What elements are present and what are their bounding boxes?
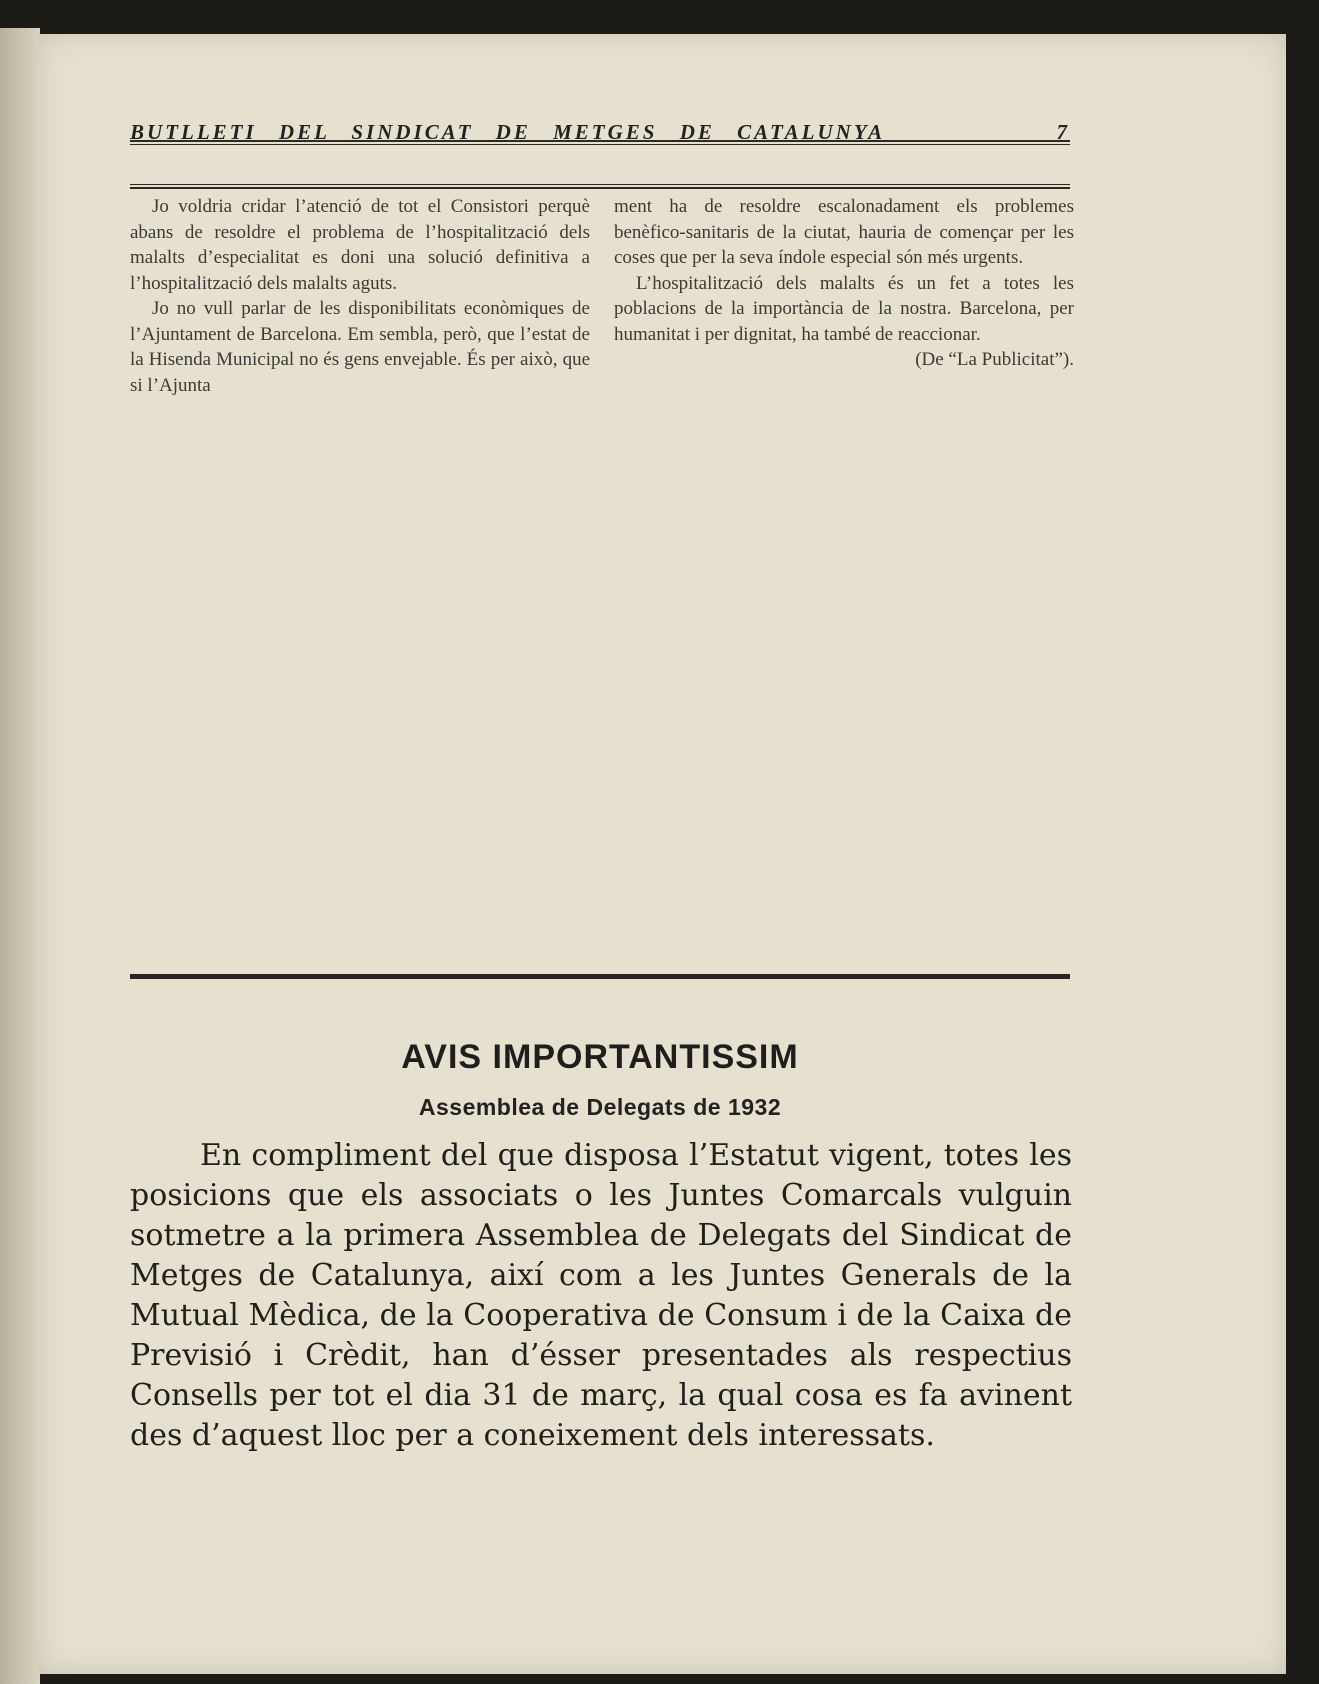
page-number: 7 <box>1056 120 1070 144</box>
page-edge <box>0 28 40 1684</box>
article-column-left <box>130 194 590 398</box>
article-paragraph: Jo no vull parlar de les disponibilitats econòmiques de l’Ajuntament de Barcelona. Em sembla, però, que l’estat de la Hisenda Municipal no és gens envejable. És per això, que si l’Ajunta <box>130 298 590 396</box>
header-bottom-rule <box>130 184 1070 191</box>
notice-title: AVIS IMPORTANTISSIM <box>401 1038 799 1076</box>
article-paragraph: ment ha de resoldre escalonadament els problemes benèfico-sanitaris de la ciutat, hauria de començar per les coses que per la seva índole especial són més urgents. <box>614 196 1074 268</box>
article-citation: (De “La Publicitat”). <box>915 349 1074 370</box>
article-paragraph: Jo voldria cridar l’atenció de tot el Consistori perquè abans de resoldre el problema de l’hospitalització dels malalts d’especialitat es doni una solució definitiva a l’hospitalització dels malalts aguts. <box>130 196 590 294</box>
journal-title: BUTLLETI DEL SINDICAT DE METGES DE CATALUNYA <box>130 120 886 144</box>
notice-body: En compliment del que disposa l’Estatut vigent, totes les posicions que els associats o les Juntes Comarcals vulguin sotmetre a la primera Assemblea de Delegats del Sindicat de Metges de Catalunya, així com a les Juntes Generals de la Mutual Mèdica, de la Cooperativa de Consum i de la Caixa de Previsió i Crèdit, han d’ésser presentades als respectius Consells per tot el dia 31 de març, la qual cosa es fa avinent des d’aquest lloc per a coneixement dels interessats. <box>130 1138 1072 1453</box>
notice-subtitle: Assemblea de Delegats de 1932 <box>418 1094 782 1120</box>
article-paragraph: L’hospitalització dels malalts és un fet a totes les poblacions de la importància de la nostra. Barcelona, per humanitat i per dignitat, ha també de reaccionar. <box>614 272 1074 345</box>
running-head <box>130 120 1070 148</box>
article-column-right <box>614 194 1074 373</box>
section-divider <box>130 974 1070 979</box>
